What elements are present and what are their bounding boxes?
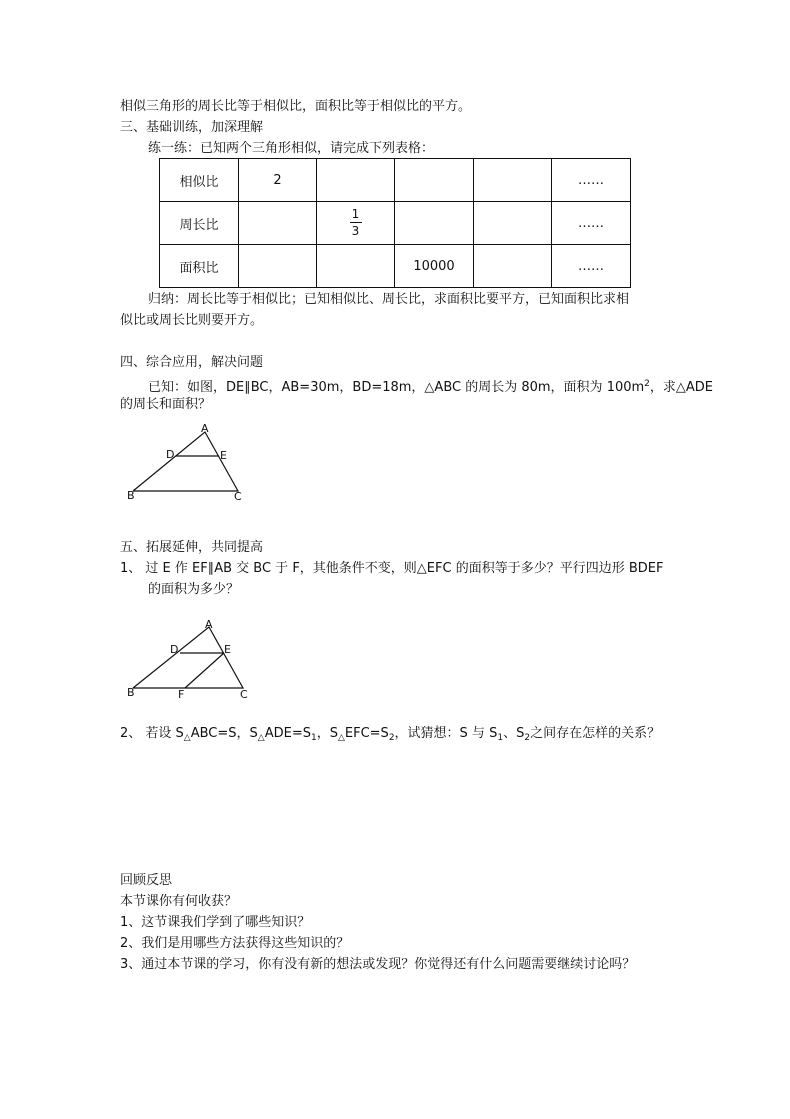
table-cell: ……	[552, 202, 631, 245]
review-item: 3、通过本节课的学习，你有没有新的想法或发现？你觉得还有什么问题需要继续讨论吗？	[120, 957, 636, 972]
section5-q2: 2、 若设 $S_\triangle ABC=S$，$S_\triangle ADE=S_1$，$S_\triangle EFC=S_2$，试猜想：S 与 $S_1$、$S_2$之间存在怎样的关系？	[120, 726, 661, 743]
section5-q1-line2: 的面积为多少？	[148, 582, 240, 597]
review-item: 1、这节课我们学到了哪些知识？	[120, 915, 311, 930]
vertex-label-b: B	[127, 489, 135, 502]
table-cell: ……	[552, 159, 631, 202]
vertex-label-b: B	[127, 686, 135, 699]
fraction-denominator: 3	[351, 224, 360, 238]
section4-problem-line1: 已知：如图，DE∥BC，AB=30m，BD=18m，△ABC 的周长为 80m，面积为 $100m^2$，求△ADE	[148, 379, 714, 395]
row-label: 相似比	[160, 159, 239, 202]
vertex-label-f: F	[178, 688, 185, 701]
section3-prompt: 练一练：已知两个三角形相似，请完成下列表格：	[148, 141, 435, 156]
section3-title: 三、基础训练，加深理解	[120, 120, 264, 135]
review-title: 回顾反思	[120, 873, 173, 888]
table-cell: 10000	[395, 245, 474, 288]
section4-title: 四、综合应用，解决问题	[120, 355, 264, 370]
vertex-label-d: D	[170, 643, 179, 656]
vertex-label-e: E	[224, 643, 231, 656]
vertex-label-e: E	[220, 449, 227, 462]
vertex-label-d: D	[166, 448, 175, 461]
section4-problem-line2: 的周长和面积？	[120, 397, 212, 412]
row-label: 周长比	[160, 202, 239, 245]
vertex-label-a: A	[201, 422, 209, 435]
summary-line-1: 归纳：周长比等于相似比；已知相似比、周长比，求面积比要平方，已知面积比求相	[148, 292, 630, 307]
table-cell: 2	[239, 159, 317, 202]
fraction-numerator: 1	[351, 207, 360, 221]
intro-line: 相似三角形的周长比等于相似比，面积比等于相似比的平方。	[120, 99, 472, 114]
review-item: 2、我们是用哪些方法获得这些知识的？	[120, 936, 350, 951]
row-label: 面积比	[160, 245, 239, 288]
vertex-label-c: C	[240, 688, 248, 701]
section5-title: 五、拓展延伸，共同提高	[120, 540, 264, 555]
section5-q1-line1: 1、 过 E 作 EF∥AB 交 BC 于 F，其他条件不变，则△EFC 的面积等于多少？平行四边形 BDEF	[120, 561, 664, 576]
vertex-label-c: C	[234, 490, 242, 503]
vertex-label-a: A	[205, 618, 213, 631]
review-subtitle: 本节课你有何收获？	[120, 894, 238, 909]
summary-line-2: 似比或周长比则要开方。	[120, 313, 264, 328]
table-cell: ……	[552, 245, 631, 288]
